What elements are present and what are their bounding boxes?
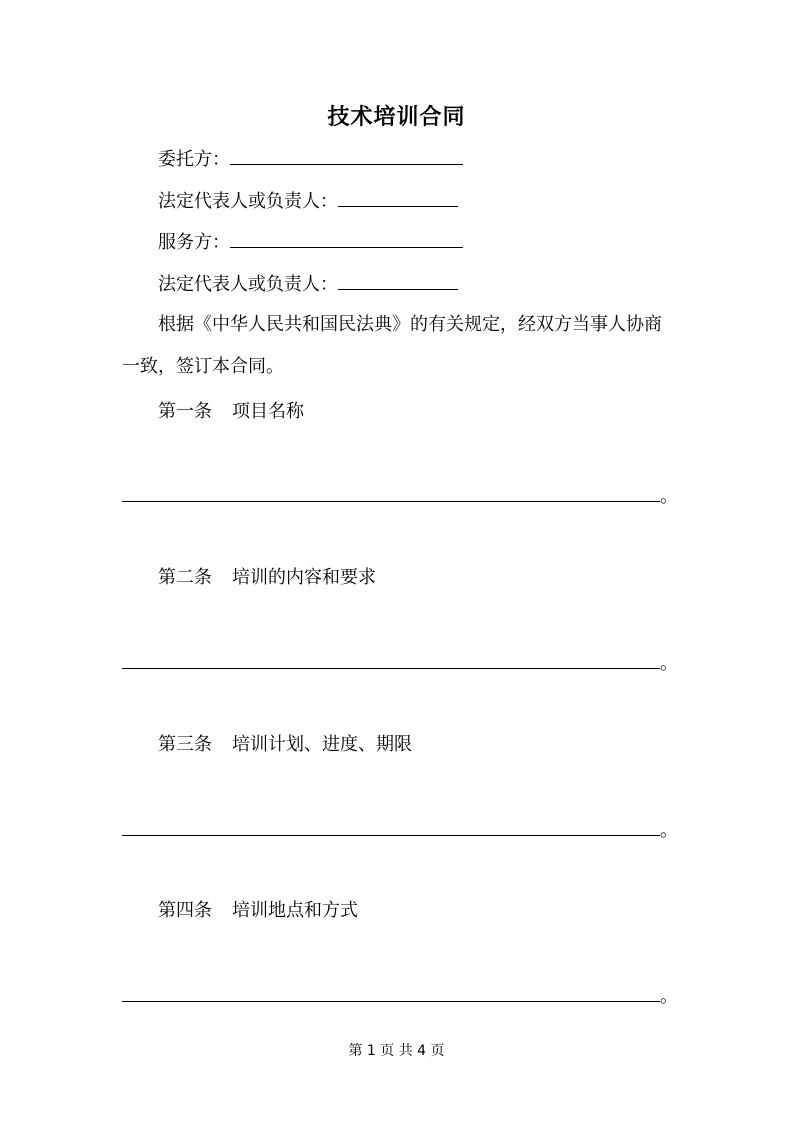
field-client-blank[interactable] [230, 146, 463, 165]
field-provider-representative-label: 法定代表人或负责人： [158, 274, 338, 295]
article-4-blank[interactable] [122, 981, 660, 1002]
article-3-number: 第三条 [158, 734, 212, 755]
field-client-label: 委托方： [158, 149, 230, 170]
article-4-end-mark: 。 [660, 986, 678, 1007]
field-provider-representative-blank[interactable] [338, 271, 458, 290]
field-client-representative-label: 法定代表人或负责人： [158, 191, 338, 212]
field-provider-representative [158, 271, 458, 298]
article-2-title: 培训的内容和要求 [232, 567, 376, 588]
article-4-heading [158, 896, 358, 922]
article-3-fill-line [122, 815, 678, 842]
article-2-heading [158, 563, 376, 589]
field-provider-blank[interactable] [230, 229, 463, 248]
article-4-title: 培训地点和方式 [232, 900, 358, 921]
article-4-fill-line [122, 981, 678, 1008]
article-3-end-mark: 。 [660, 820, 678, 841]
article-3-blank[interactable] [122, 815, 660, 836]
article-1-title: 项目名称 [232, 401, 304, 422]
field-client-representative-blank[interactable] [338, 188, 458, 207]
article-2-fill-line [122, 648, 678, 675]
preamble-paragraph: 根据《中华人民共和国民法典》的有关规定，经双方当事人协商一致，签订本合同。 [122, 314, 662, 377]
article-4-number: 第四条 [158, 900, 212, 921]
field-client-representative [158, 188, 458, 215]
article-1-number: 第一条 [158, 401, 212, 422]
field-client [158, 146, 463, 173]
article-1-heading [158, 397, 304, 423]
article-2-blank[interactable] [122, 648, 660, 669]
article-3-heading [158, 730, 412, 756]
document-title: 技术培训合同 [327, 104, 466, 130]
article-1-fill-line [122, 481, 678, 508]
field-provider-label: 服务方： [158, 232, 230, 253]
page-footer: 第 1 页 共 4 页 [348, 1043, 445, 1059]
field-provider [158, 229, 463, 256]
article-2-end-mark: 。 [660, 653, 678, 674]
article-2-number: 第二条 [158, 567, 212, 588]
article-3-title: 培训计划、进度、期限 [232, 734, 412, 755]
article-1-end-mark: 。 [660, 486, 678, 507]
article-1-blank[interactable] [122, 481, 660, 502]
